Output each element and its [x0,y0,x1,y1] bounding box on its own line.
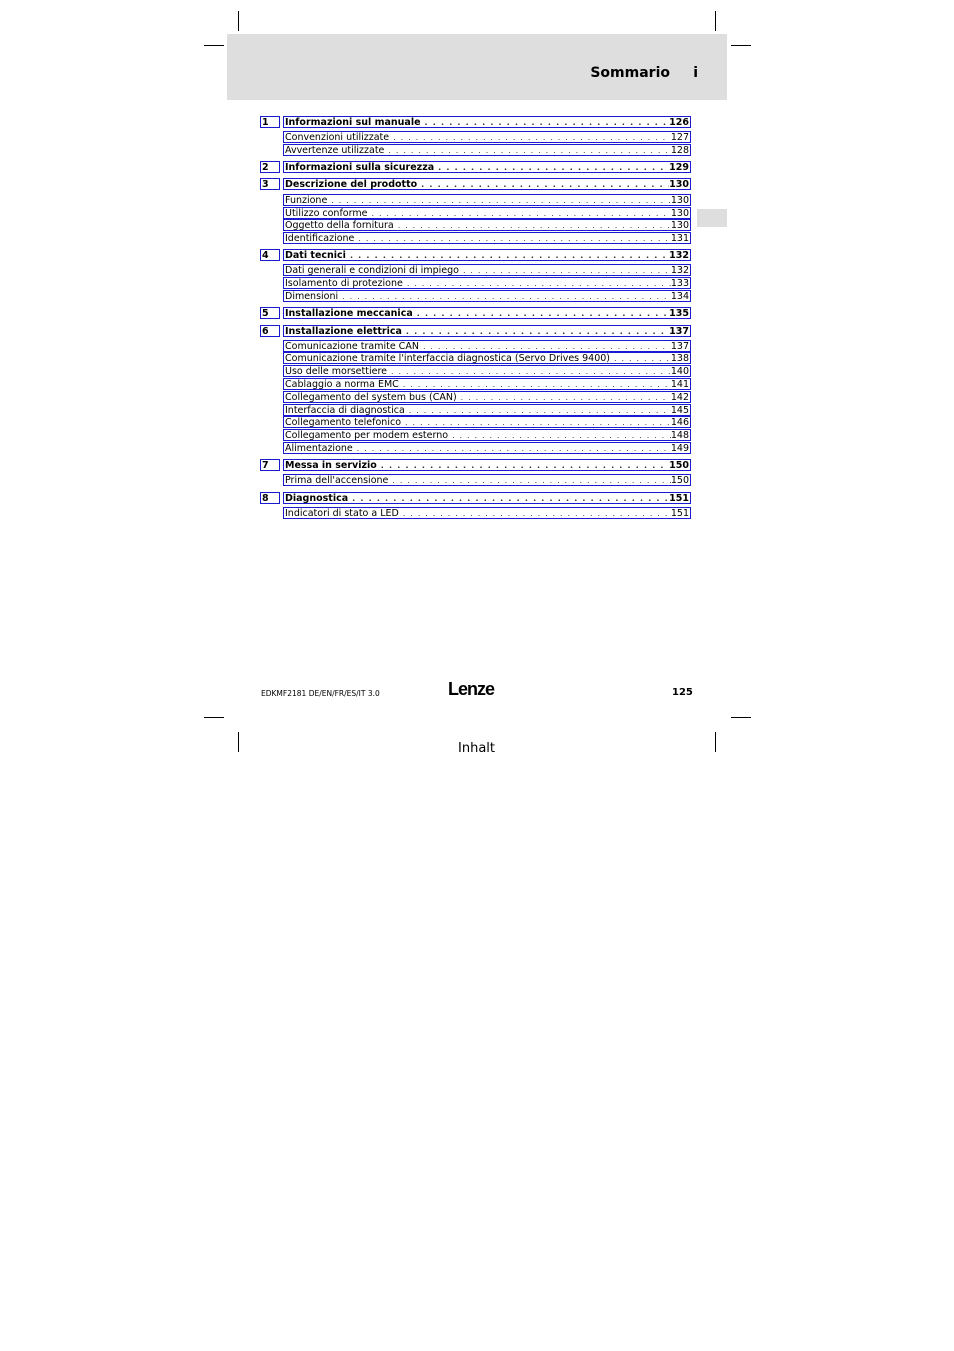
toc-entry-title: Isolamento di protezione [285,277,403,289]
toc-section-link[interactable] [283,207,691,219]
toc-leader-dots [413,309,669,318]
toc-chapter-link[interactable] [283,307,691,319]
toc-entry-title: Interfaccia di diagnostica [285,404,405,416]
toc-leader-dots [419,342,671,351]
crop-mark [238,732,239,752]
toc-entry-title: Collegamento telefonico [285,416,402,428]
toc-section-link[interactable] [283,416,691,428]
toc-leader-dots [417,180,669,189]
toc-leader-dots [348,494,669,503]
toc-chapter-link[interactable] [283,492,691,504]
toc-entry-title: Dimensioni [285,290,339,302]
toc-entry-title: Indicatori di stato a LED [285,507,399,519]
toc-section-link[interactable] [283,340,691,352]
section-marker: i [693,65,698,81]
crop-mark [731,717,751,718]
toc-entry-page: 128 [670,144,689,156]
toc-section-link[interactable] [283,391,691,403]
page-number: 125 [672,687,693,698]
toc-entry-page: 133 [670,277,689,289]
toc-entry-page: 129 [669,161,689,173]
toc-entry-page: 140 [670,365,689,377]
toc-leader-dots [401,418,671,427]
toc-chapter-number[interactable]: 2 [260,161,280,173]
toc-chapter-number[interactable]: 3 [260,178,280,190]
toc-chapter-link[interactable] [283,178,691,190]
table-of-contents [0,0,954,540]
toc-chapter-link[interactable] [283,249,691,261]
toc-section-link[interactable] [283,290,691,302]
toc-chapter-number[interactable]: 6 [260,325,280,337]
crop-mark [715,732,716,752]
lenze-logo: Lenze [448,679,495,699]
toc-chapter-link[interactable] [283,459,691,471]
toc-leader-dots [421,118,670,127]
toc-leader-dots [399,509,671,518]
toc-section-link[interactable] [283,404,691,416]
toc-section-link[interactable] [283,365,691,377]
toc-leader-dots [354,234,670,243]
toc-entry-title: Installazione meccanica [285,307,413,319]
toc-entry-title: Alimentazione [285,442,353,454]
toc-section-link[interactable] [283,219,691,231]
toc-leader-dots [434,163,669,172]
toc-chapter-number[interactable]: 1 [260,116,280,128]
toc-entry-page: 141 [670,378,689,390]
toc-entry-page: 149 [670,442,689,454]
toc-leader-dots [327,196,671,205]
caption-label: Inhalt [458,741,495,756]
toc-entry-page: 146 [670,416,689,428]
toc-entry-title: Uso delle morsettiere [285,365,387,377]
toc-leader-dots [353,444,671,453]
toc-leader-dots [402,327,669,336]
toc-section-link[interactable] [283,264,691,276]
toc-section-link[interactable] [283,429,691,441]
toc-section-link[interactable] [283,442,691,454]
toc-leader-dots [459,266,671,275]
toc-chapter-link[interactable] [283,116,691,128]
toc-entry-page: 130 [670,207,689,219]
toc-leader-dots [338,292,671,301]
toc-entry-title: Funzione [285,194,328,206]
toc-entry-page: 127 [670,131,689,143]
toc-leader-dots [399,380,671,389]
toc-entry-page: 151 [669,492,689,504]
toc-section-link[interactable] [283,474,691,486]
toc-leader-dots [610,354,671,363]
toc-entry-page: 142 [670,391,689,403]
toc-leader-dots [377,461,669,470]
toc-section-link[interactable] [283,507,691,519]
toc-entry-title: Descrizione del prodotto [285,178,418,190]
toc-entry-page: 134 [670,290,689,302]
toc-entry-page: 137 [669,325,689,337]
toc-entry-page: 132 [670,264,689,276]
toc-leader-dots [403,279,671,288]
toc-section-link[interactable] [283,378,691,390]
toc-entry-title: Comunicazione tramite CAN [285,340,419,352]
toc-entry-title: Dati generali e condizioni di impiego [285,264,459,276]
toc-entry-title: Diagnostica [285,492,349,504]
toc-section-link[interactable] [283,144,691,156]
toc-entry-page: 150 [669,459,689,471]
toc-leader-dots [405,406,671,415]
toc-chapter-link[interactable] [283,325,691,337]
toc-section-link[interactable] [283,277,691,289]
toc-entry-title: Convenzioni utilizzate [285,131,390,143]
toc-leader-dots [387,367,671,376]
toc-section-link[interactable] [283,352,691,364]
crop-mark [204,717,224,718]
toc-chapter-number[interactable]: 5 [260,307,280,319]
toc-entry-title: Prima dell'accensione [285,474,389,486]
toc-entry-title: Collegamento per modem esterno [285,429,449,441]
page-title: Sommario [590,65,670,81]
toc-entry-page: 138 [670,352,689,364]
toc-leader-dots [448,431,671,440]
toc-chapter-number[interactable]: 4 [260,249,280,261]
toc-leader-dots [394,221,671,230]
toc-leader-dots [389,133,671,142]
toc-entry-page: 135 [669,307,689,319]
toc-entry-page: 151 [670,507,689,519]
toc-entry-page: 130 [670,219,689,231]
toc-entry-page: 137 [670,340,689,352]
toc-entry-page: 130 [669,178,689,190]
toc-leader-dots [346,251,669,260]
toc-entry-title: Collegamento del system bus (CAN) [285,391,457,403]
toc-entry-title: Informazioni sul manuale [285,116,421,128]
toc-chapter-link[interactable] [283,161,691,173]
document-id: EDKMF2181 DE/EN/FR/ES/IT 3.0 [261,689,380,698]
toc-chapter-number[interactable]: 8 [260,492,280,504]
toc-section-link[interactable] [283,131,691,143]
toc-entry-title: Comunicazione tramite l'interfaccia diagnostica (Servo Drives 9400) [285,352,611,364]
toc-section-link[interactable] [283,194,691,206]
toc-leader-dots [384,146,670,155]
toc-leader-dots [367,209,670,218]
toc-entry-title: Dati tecnici [285,249,346,261]
toc-entry-page: 130 [670,194,689,206]
toc-entry-title: Avvertenze utilizzate [285,144,385,156]
toc-entry-page: 126 [669,116,689,128]
toc-entry-title: Identificazione [285,232,355,244]
toc-entry-title: Installazione elettrica [285,325,402,337]
toc-entry-title: Informazioni sulla sicurezza [285,161,435,173]
toc-entry-title: Utilizzo conforme [285,207,368,219]
toc-entry-page: 132 [669,249,689,261]
toc-entry-page: 150 [670,474,689,486]
toc-entry-title: Cablaggio a norma EMC [285,378,399,390]
toc-entry-page: 148 [670,429,689,441]
toc-entry-title: Messa in servizio [285,459,377,471]
toc-entry-page: 145 [670,404,689,416]
toc-entry-page: 131 [670,232,689,244]
toc-chapter-number[interactable]: 7 [260,459,280,471]
toc-leader-dots [388,476,670,485]
toc-section-link[interactable] [283,232,691,244]
toc-entry-title: Oggetto della fornitura [285,219,394,231]
toc-leader-dots [457,393,671,402]
